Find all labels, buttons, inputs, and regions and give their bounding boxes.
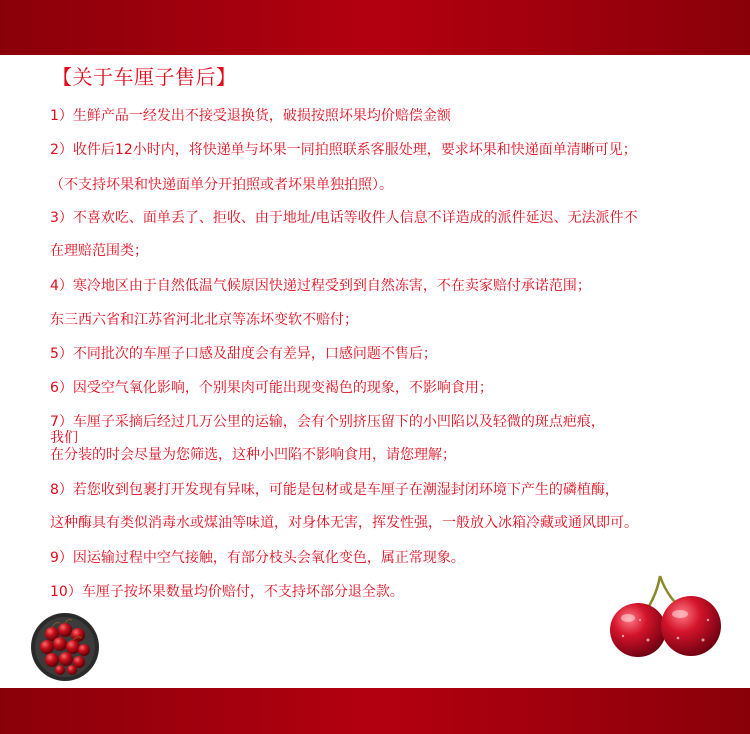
rule-line-7-cont: 在分装的时会尽量为您筛选，这种小凹陷不影响食用，请您理解； (50, 447, 456, 463)
rule-line-3-cont: 在理赔范围类； (50, 243, 148, 259)
cherry-pair-image (608, 570, 733, 665)
rule-line-10: 10）车厘子按坏果数量均价赔付，不支持坏部分退全款。 (50, 584, 404, 600)
rule-line-9: 9）因运输过程中空气接触，有部分枝头会氧化变色，属正常现象。 (50, 550, 465, 566)
rule-line-2-note: （不支持坏果和快递面单分开拍照或者坏果单独拍照）。 (50, 177, 393, 193)
rule-line-8: 8）若您收到包裹打开发现有异味，可能是包材或是车厘子在潮湿封闭环境下产生的磷植酶， (50, 482, 619, 498)
top-red-band (0, 0, 750, 55)
rule-line-1: 1）生鲜产品一经发出不接受退换货，破损按照坏果均价赔偿金额 (50, 108, 451, 124)
cherry-bowl-image (30, 612, 100, 682)
rule-line-5: 5）不同批次的车厘子口感及甜度会有差异，口感问题不售后； (50, 346, 437, 362)
rule-line-3: 3）不喜欢吃、面单丢了、拒收、由于地址/电话等收件人信息不详造成的派件延迟、无法派件不 (50, 210, 638, 226)
rule-line-2: 2）收件后12小时内，将快递单与坏果一同拍照联系客服处理，要求坏果和快递面单清晰可见； (50, 142, 637, 158)
section-title: 【关于车厘子售后】 (52, 65, 237, 89)
rule-line-4-cont: 东三西六省和江苏省河北北京等冻坏变软不赔付； (50, 312, 358, 328)
rule-line-8-cont: 这种酶具有类似消毒水或煤油等味道，对身体无害，挥发性强，一般放入冰箱冷藏或通风即可。 (50, 515, 638, 531)
rule-line-4: 4）寒冷地区由于自然低温气候原因快递过程受到到自然冻害，不在卖家赔付承诺范围； (50, 278, 591, 294)
rule-line-7: 7）车厘子采摘后经过几万公里的运输，会有个别挤压留下的小凹陷以及轻微的斑点疤痕， (50, 414, 605, 430)
bottom-red-band (0, 688, 750, 734)
rule-line-6: 6）因受空气氧化影响，个别果肉可能出现变褐色的现象，不影响食用； (50, 380, 493, 396)
rule-line-7-fragment: 我们 (50, 430, 78, 446)
